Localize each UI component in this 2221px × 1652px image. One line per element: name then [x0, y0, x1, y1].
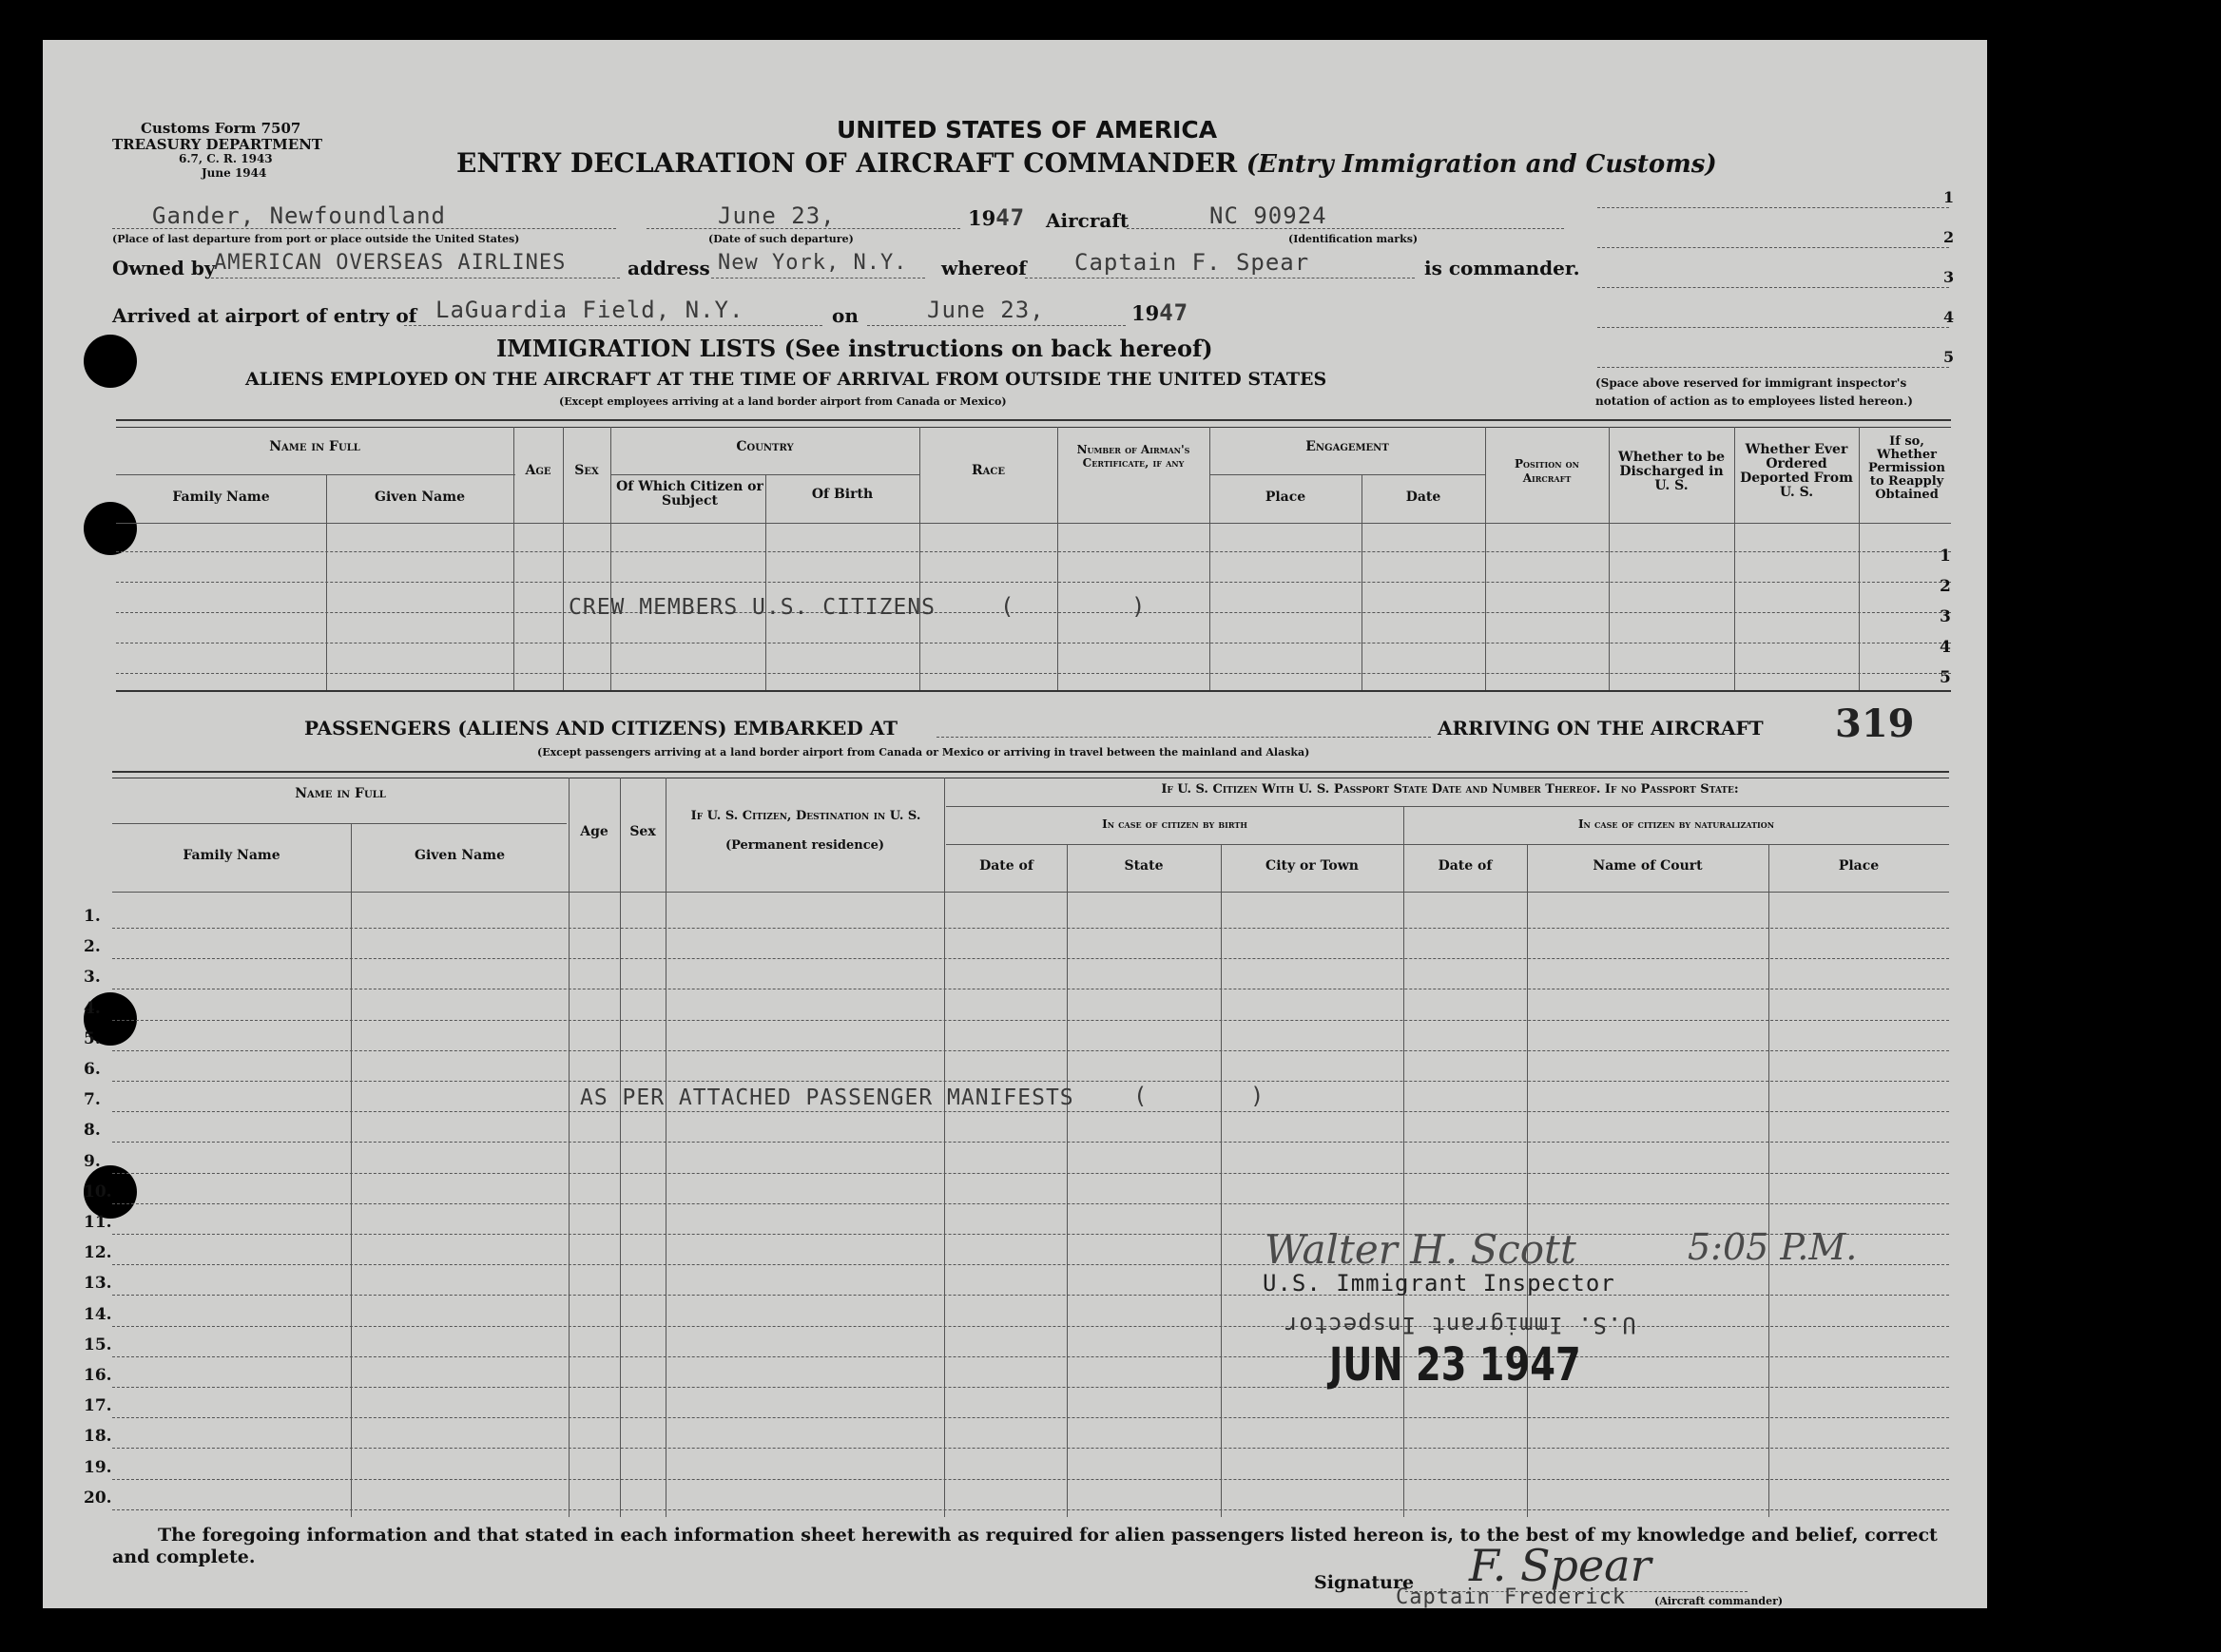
crew-entry: CREW MEMBERS U.S. CITIZENS [569, 595, 937, 620]
owned-by-label: Owned by [112, 257, 216, 279]
crew-header-permission: If so, Whether Permission to Reapply Obtained [1868, 434, 1945, 502]
page-title [456, 147, 1717, 179]
passengers-heading: PASSENGERS (ALIENS AND CITIZENS) EMBARKED AT [304, 717, 898, 740]
crew-header-age: Age [525, 463, 551, 478]
birth-state-header: State [1124, 858, 1164, 874]
passenger-row-line [112, 1448, 1949, 1449]
arrival-date: June 23, [927, 297, 1045, 323]
passenger-row-number: 20. [84, 1489, 112, 1508]
crew-row-number-3: 3 [1940, 607, 1951, 626]
crew-header-discharged: Whether to be Discharged in U. S. [1618, 450, 1725, 493]
punch-hole-2 [84, 502, 137, 555]
country-heading: UNITED STATES OF AMERICA [837, 116, 1218, 144]
crew-note: (Except employees arriving at a land border airport from Canada or Mexico) [559, 395, 1007, 408]
passenger-row-number: 18. [84, 1427, 112, 1446]
passenger-row-number: 13. [84, 1274, 112, 1293]
owner-address: New York, N.Y. [718, 251, 908, 275]
note-number-4: 4 [1943, 308, 1955, 326]
passenger-row-number: 6. [84, 1060, 101, 1079]
birth-city-header: City or Town [1265, 858, 1359, 874]
crew-header-country: Country [736, 439, 794, 454]
passenger-header-sex: Sex [629, 824, 656, 839]
passenger-row-line [112, 1479, 1949, 1480]
regulation: 6.7, C. R. 1943 [179, 152, 273, 165]
passenger-entry: AS PER ATTACHED PASSENGER MANIFESTS [580, 1085, 1074, 1110]
note-number-3: 3 [1943, 268, 1955, 286]
title-text: ENTRY DECLARATION OF AIRCRAFT COMMANDER [456, 147, 1238, 179]
passenger-header-name: Name in Full [295, 786, 386, 801]
passenger-row-number: 7. [84, 1090, 101, 1109]
passenger-row-line [112, 1020, 1949, 1021]
passenger-row-line [112, 1264, 1949, 1265]
form-date: June 1944 [202, 166, 267, 180]
departure-date: June 23, [718, 202, 836, 229]
naturalization-date-header: Date of [1438, 858, 1493, 874]
passenger-row-number: 19. [84, 1458, 112, 1477]
passenger-header-permanent: (Permanent residence) [724, 838, 885, 853]
crew-entry-paren-open: ( [1000, 593, 1015, 620]
court-header: Name of Court [1593, 858, 1703, 874]
crew-header-given: Given Name [375, 490, 465, 505]
signature-caption: (Aircraft commander) [1654, 1595, 1784, 1607]
department: TREASURY DEPARTMENT [112, 136, 323, 153]
year-prefix-2: 19 [1131, 301, 1160, 325]
passenger-row-number: 8. [84, 1121, 101, 1140]
passenger-row-number: 17. [84, 1396, 112, 1415]
passenger-row-number: 1. [84, 907, 101, 926]
passport-header: If U. S. Citizen With U. S. Passport State Date and Number Thereof. If no Passport State: [1161, 782, 1739, 797]
crew-header-race: Race [972, 463, 1005, 478]
passenger-row-number: 4. [84, 999, 101, 1018]
form-number: Customs Form 7507 [141, 120, 301, 137]
punch-hole-1 [84, 335, 137, 388]
aircraft-label: Aircraft [1046, 209, 1130, 232]
passenger-row-line [112, 1050, 1949, 1051]
note-number-2: 2 [1943, 228, 1955, 246]
commander-typed-name: Captain Frederick [1396, 1585, 1627, 1609]
on-label: on [832, 304, 859, 327]
owner: AMERICAN OVERSEAS AIRLINES [214, 251, 567, 275]
crew-header-family: Family Name [172, 490, 270, 505]
passenger-row-line [112, 1081, 1949, 1082]
crew-header-name: Name in Full [269, 439, 360, 454]
crew-header-birth: Of Birth [811, 487, 874, 502]
crew-header-citizen: Of Which Citizen or Subject [616, 479, 763, 509]
entry-airport: LaGuardia Field, N.Y. [435, 297, 744, 323]
naturalization-place-header: Place [1838, 858, 1880, 874]
passenger-row-line [112, 1509, 1949, 1510]
passenger-row-number: 10. [84, 1182, 112, 1201]
birth-date-header: Date of [979, 858, 1033, 874]
is-commander-label: is commander. [1424, 257, 1580, 279]
citizen-by-naturalization-header: In case of citizen by naturalization [1577, 817, 1775, 831]
passenger-row-line [112, 1142, 1949, 1143]
passenger-row-line [112, 1417, 1949, 1418]
passenger-row-line [112, 1326, 1949, 1327]
passenger-row-number: 11. [84, 1213, 112, 1232]
passenger-row-number: 15. [84, 1335, 112, 1354]
crew-row-number-2: 2 [1940, 577, 1951, 596]
passenger-row-line [112, 1295, 1949, 1296]
crew-subheading: ALIENS EMPLOYED ON THE AIRCRAFT AT THE TIME OF ARRIVAL FROM OUTSIDE THE UNITED STATES [245, 369, 1327, 390]
crew-header-engagement: Engagement [1305, 439, 1389, 454]
crew-header-position: Position on Aircraft [1515, 457, 1579, 485]
passenger-row-line [112, 1234, 1949, 1235]
passenger-count: 319 [1835, 701, 1915, 746]
departure-year [968, 204, 1025, 231]
crew-header-airman: Number of Airman's Certificate, if any [1076, 443, 1190, 470]
crew-header-date: Date [1405, 490, 1441, 505]
passenger-row-line [112, 1356, 1949, 1357]
arrival-year-value: 47 [1159, 299, 1189, 326]
passenger-row-line [112, 1173, 1949, 1174]
crew-header-place: Place [1265, 490, 1306, 505]
note-number-1: 1 [1943, 188, 1955, 206]
departure-place: Gander, Newfoundland [152, 202, 446, 229]
year-prefix: 19 [968, 206, 996, 230]
passenger-row-number: 9. [84, 1152, 101, 1171]
inspector-signature: Walter H. Scott [1265, 1226, 1576, 1273]
inspector-title-mirrored: U.S. Immigrant Inspector [1284, 1312, 1636, 1338]
passenger-entry-paren-open: ( [1133, 1083, 1149, 1109]
arrival-year [1131, 299, 1188, 326]
passenger-row-line [112, 958, 1949, 959]
inspection-date-stamp: JUN 23 1947 [1329, 1338, 1581, 1392]
passenger-row-line [112, 928, 1949, 929]
crew-row-number-1: 1 [1940, 547, 1951, 566]
passenger-row-line [112, 1387, 1949, 1388]
whereof-label: whereof [941, 257, 1027, 279]
note-number-5: 5 [1943, 348, 1955, 366]
year-value: 47 [995, 204, 1026, 231]
commander-signature: F. Spear [1469, 1540, 1651, 1591]
passenger-header-age: Age [580, 824, 608, 839]
crew-header-sex: Sex [574, 463, 599, 478]
passenger-row-line [112, 1203, 1949, 1204]
passenger-row-line [112, 1111, 1949, 1112]
crew-row-number-4: 4 [1940, 638, 1951, 657]
citizen-by-birth-header: In case of citizen by birth [1102, 817, 1247, 831]
passenger-row-number: 2. [84, 937, 101, 956]
departure-date-caption: (Date of such departure) [708, 233, 854, 245]
notation-caption: (Space above reserved for immigrant inspector's notation of action as to employees listed hereon.) [1595, 376, 1913, 408]
passenger-entry-paren-close: ) [1250, 1083, 1265, 1109]
passengers-arriving: ARRIVING ON THE AIRCRAFT [1438, 717, 1764, 740]
commander-name: Captain F. Spear [1074, 249, 1310, 276]
immigration-heading: IMMIGRATION LISTS (See instructions on back hereof) [496, 335, 1213, 362]
arrived-label: Arrived at airport of entry of [112, 304, 417, 327]
certification-text: The foregoing information and that stated in each information sheet herewith as required for alien passengers listed hereon is, to the best of my knowledge and belief, correct and complete. [112, 1525, 1938, 1567]
crew-row-number-5: 5 [1940, 668, 1951, 687]
passenger-row-number: 12. [84, 1243, 112, 1262]
inspector-title: U.S. Immigrant Inspector [1263, 1270, 1615, 1297]
aircraft-id-caption: (Identification marks) [1288, 233, 1419, 245]
signature-label: Signature [1314, 1572, 1415, 1593]
passenger-header-destination: If U. S. Citizen, Destination in U. S. [690, 809, 921, 823]
crew-entry-paren-close: ) [1131, 593, 1147, 620]
departure-place-caption: (Place of last departure from port or place outside the United States) [112, 233, 520, 245]
title-subtitle: (Entry Immigration and Customs) [1246, 150, 1717, 179]
passengers-note: (Except passengers arriving at a land border airport from Canada or Mexico or arriving in travel between the mainland and Alaska) [537, 746, 1310, 759]
passenger-header-family: Family Name [183, 848, 280, 863]
passenger-header-given: Given Name [415, 848, 505, 863]
passenger-row-number: 14. [84, 1305, 112, 1324]
passenger-row-number: 16. [84, 1366, 112, 1385]
inspection-time: 5:05 P.M. [1688, 1226, 1858, 1268]
address-label: address [628, 257, 710, 279]
passenger-row-number: 5. [84, 1029, 101, 1048]
aircraft-id: NC 90924 [1209, 202, 1327, 229]
crew-header-deported: Whether Ever Ordered Deported From U. S. [1740, 442, 1853, 500]
passenger-row-number: 3. [84, 968, 101, 987]
